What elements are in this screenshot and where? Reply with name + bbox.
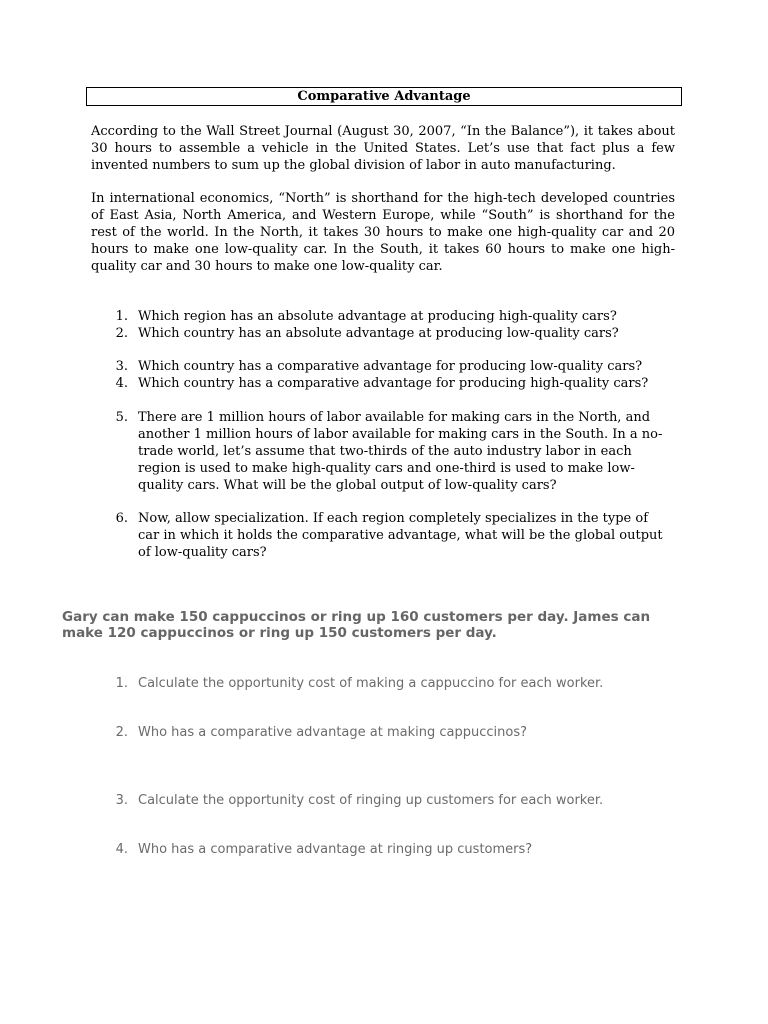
list-item-number: 6. <box>115 511 128 526</box>
intro-paragraph: According to the Wall Street Journal (August 30, 2007, “In the Balance”), it takes about 30 hours to assemble a vehicle in the United States. Let’s use that fact plus a few invented numbers to sum up the global division of labor in auto manufacturing. <box>91 124 675 173</box>
list-item-number: 1. <box>115 309 128 324</box>
list-item-number: 4. <box>115 376 128 391</box>
list-item-text: Which country has an absolute advantage at producing low-quality cars? <box>138 326 619 341</box>
list-item-number: 2. <box>115 725 128 740</box>
list-item-text: Which country has a comparative advantage for producing high-quality cars? <box>138 376 649 391</box>
list-item-text: Which region has an absolute advantage at producing high-quality cars? <box>138 309 617 324</box>
list-item-text: Calculate the opportunity cost of making a cappuccino for each worker. <box>138 676 604 691</box>
list-item-number: 5. <box>115 410 128 425</box>
list-item-number: 1. <box>115 676 128 691</box>
list-item-text: Now, allow specialization. If each region completely specializes in the type of car in which it holds the comparative advantage, what will be the global output of low-quality cars? <box>138 511 663 560</box>
document-title: Comparative Advantage <box>86 87 682 106</box>
north-south-paragraph: In international economics, “North” is shorthand for the high-tech developed countries of East Asia, North America, and Western Europe, while “South” is shorthand for the rest of the world. In the North, it takes 30 hours to make one high-quality car and 20 hours to make one low-quality car. In the South, it takes 60 hours to make one high-quality car and 30 hours to make one low-quality car. <box>91 191 675 274</box>
list-item-number: 3. <box>115 359 128 374</box>
list-item-text: There are 1 million hours of labor available for making cars in the North, and another 1 million hours of labor available for making cars in the South. In a no-trade world, let’s assume that two-thirds of the auto industry labor in each region is used to make high-quality cars and one-third is used to make low-quality cars. What will be the global output of low-quality cars? <box>138 410 663 493</box>
list-item-text: Which country has a comparative advantage for producing low-quality cars? <box>138 359 643 374</box>
list-item-number: 3. <box>115 793 128 808</box>
list-item-number: 2. <box>115 326 128 341</box>
cappuccino-intro: Gary can make 150 cappuccinos or ring up 160 customers per day. James can make 120 cappuccinos or ring up 150 customers per day. <box>62 609 651 641</box>
list-item-text: Who has a comparative advantage at making cappuccinos? <box>138 725 527 740</box>
list-item-number: 4. <box>115 842 128 857</box>
list-item-text: Who has a comparative advantage at ringing up customers? <box>138 842 533 857</box>
list-item-text: Calculate the opportunity cost of ringing up customers for each worker. <box>138 793 604 808</box>
